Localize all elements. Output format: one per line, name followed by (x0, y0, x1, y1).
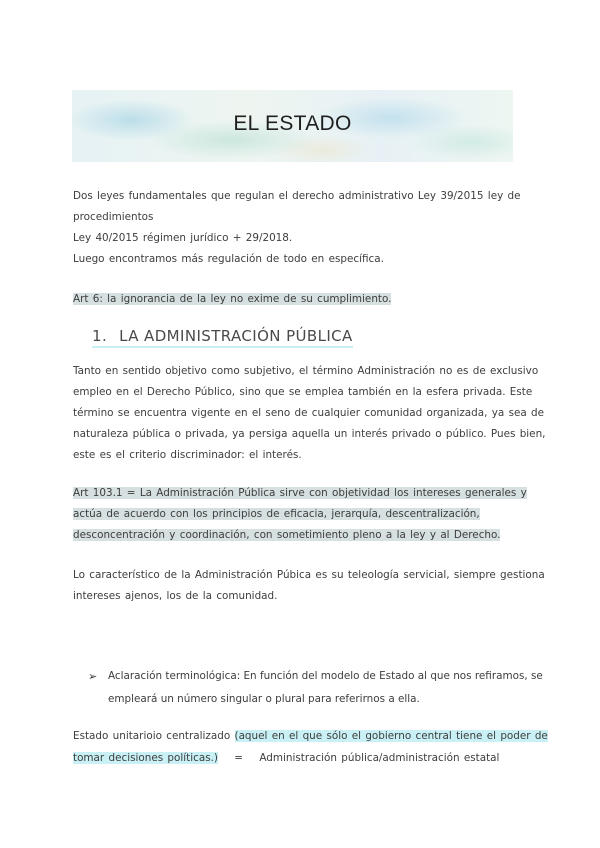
art103-highlight-line: Art 103.1 = La Administración Pública sirve con objetividad los intereses generales y (73, 487, 527, 499)
terminology-bullet (88, 665, 543, 711)
bullet-line: empleará un número singular o plural para referirnos a ella. (108, 693, 420, 705)
art103-highlight-line: actúa de acuerdo con los principios de eficacia, jerarquía, descentralización, (73, 508, 480, 520)
art103-highlight-line: desconcentración y coordinación, con sometimiento pleno a la ley y al Derecho. (73, 529, 501, 541)
intro-line: Luego encontramos más regulación de todo en específica. (73, 253, 384, 265)
intro-line: Ley 40/2015 régimen jurídico + 29/2018. (73, 232, 293, 244)
arrow-bullet-icon: ➢ (88, 670, 98, 683)
intro-paragraph (73, 186, 528, 270)
art6-paragraph (73, 289, 528, 310)
intro-line: procedimientos (73, 211, 154, 223)
unitary-highlight: (aquel en el que sólo el gobierno central tiene el poder de (234, 730, 548, 742)
section-number: 1. (92, 327, 108, 345)
title-banner (72, 90, 513, 162)
definition-paragraph (73, 361, 546, 466)
art6-highlight: Art 6: la ignorancia de la ley no exime de su cumplimiento. (73, 293, 392, 305)
section-heading (92, 327, 353, 348)
intro-line: Dos leyes fundamentales que regulan el derecho administrativo Ley 39/2015 ley de (73, 190, 521, 202)
characteristic-line: intereses ajenos, los de la comunidad. (73, 590, 278, 602)
unitary-highlight: tomar decisiones políticas.) (73, 752, 218, 764)
bullet-line: Aclaración terminológica: En función del modelo de Estado al que nos refiramos, se (108, 670, 543, 682)
definition-line: Tanto en sentido objetivo como subjetivo, el término Administración no es de exclusivo (73, 365, 539, 377)
document-title: EL ESTADO (233, 112, 352, 135)
section-title: LA ADMINISTRACIÓN PÚBLICA (119, 327, 353, 345)
unitary-paragraph (73, 725, 548, 769)
art103-paragraph (73, 483, 528, 546)
characteristic-line: Lo característico de la Administración Púbica es su teleología servicial, siempre gestiona (73, 569, 545, 581)
definition-line: naturaleza pública o privada, ya persiga aquella un interés privado o público. Pues bien, (73, 428, 546, 440)
definition-line: este es el criterio discriminador: el interés. (73, 449, 302, 461)
unitary-result: Administración pública/administración estatal (259, 752, 500, 764)
characteristic-paragraph (73, 565, 545, 607)
equals-sign: = (234, 752, 244, 764)
definition-line: término se encuentra vigente en el seno de cualquier comunidad organizada, ya sea de (73, 407, 545, 419)
definition-line: empleo en el Derecho Público, sino que se emplea también en la esfera privada. Este (73, 386, 533, 398)
unitary-lead: Estado unitarioio centralizado (73, 730, 231, 742)
